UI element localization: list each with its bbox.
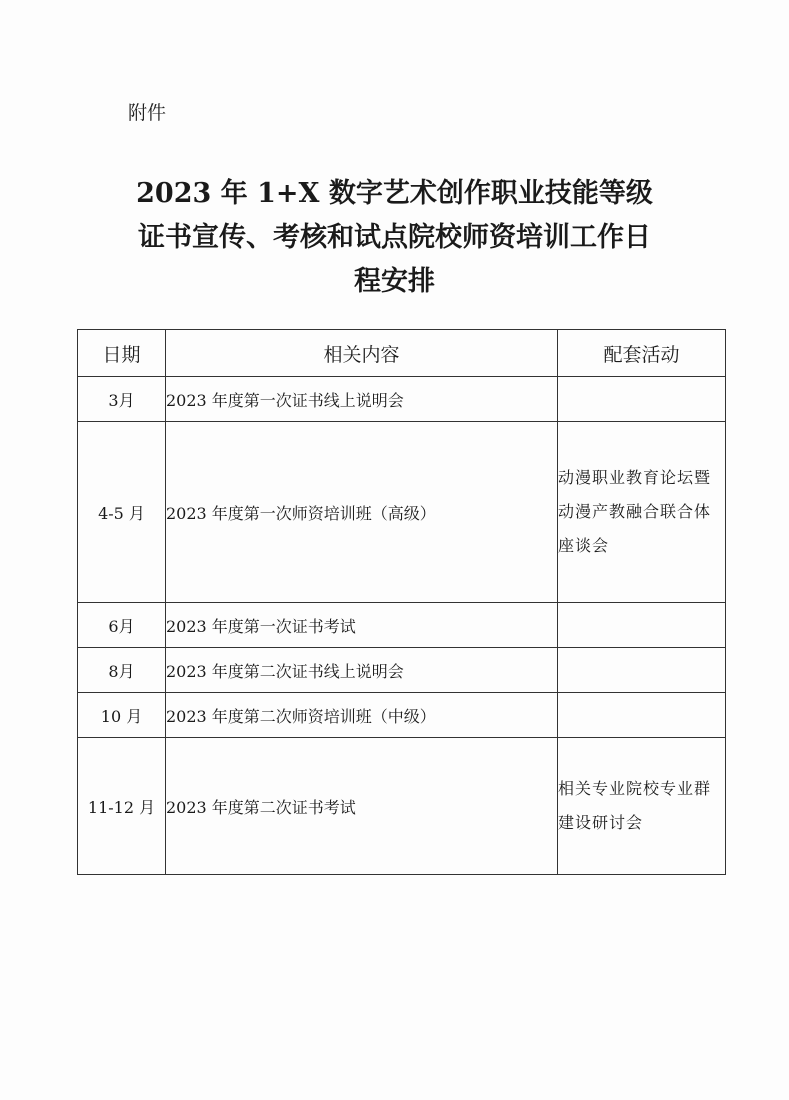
row-activity: 动漫职业教育论坛暨动漫产教融合联合体座谈会 xyxy=(558,422,726,603)
row-date: 3月 xyxy=(78,377,166,422)
title-line-1: 2023 年 1+X 数字艺术创作职业技能等级 xyxy=(136,178,653,209)
row-date: 4-5 月 xyxy=(78,422,166,603)
row-content: 2023 年度第二次师资培训班（中级） xyxy=(166,693,558,738)
row-date: 6月 xyxy=(78,603,166,648)
row-date: 8月 xyxy=(78,648,166,693)
row-content: 2023 年度第二次证书线上说明会 xyxy=(166,648,558,693)
document-title xyxy=(0,172,789,304)
row-activity xyxy=(558,377,726,422)
row-content: 2023 年度第二次证书考试 xyxy=(166,738,558,875)
row-date: 10 月 xyxy=(78,693,166,738)
row-activity xyxy=(558,603,726,648)
attachment-label: 附件 xyxy=(128,102,167,124)
table-header-row xyxy=(78,330,726,377)
table-row xyxy=(78,422,726,603)
table-row xyxy=(78,377,726,422)
header-date: 日期 xyxy=(78,330,166,377)
table-row xyxy=(78,648,726,693)
table-row xyxy=(78,693,726,738)
title-line-2: 证书宣传、考核和试点院校师资培训工作日 xyxy=(138,222,651,253)
header-content: 相关内容 xyxy=(166,330,558,377)
schedule-table xyxy=(77,329,726,875)
row-activity xyxy=(558,693,726,738)
table-row xyxy=(78,603,726,648)
row-content: 2023 年度第一次证书线上说明会 xyxy=(166,377,558,422)
row-date: 11-12 月 xyxy=(78,738,166,875)
title-line-3: 程安排 xyxy=(354,266,435,297)
row-activity xyxy=(558,648,726,693)
row-content: 2023 年度第一次师资培训班（高级） xyxy=(166,422,558,603)
table-row xyxy=(78,738,726,875)
row-activity: 相关专业院校专业群建设研讨会 xyxy=(558,738,726,875)
row-content: 2023 年度第一次证书考试 xyxy=(166,603,558,648)
header-activity: 配套活动 xyxy=(558,330,726,377)
